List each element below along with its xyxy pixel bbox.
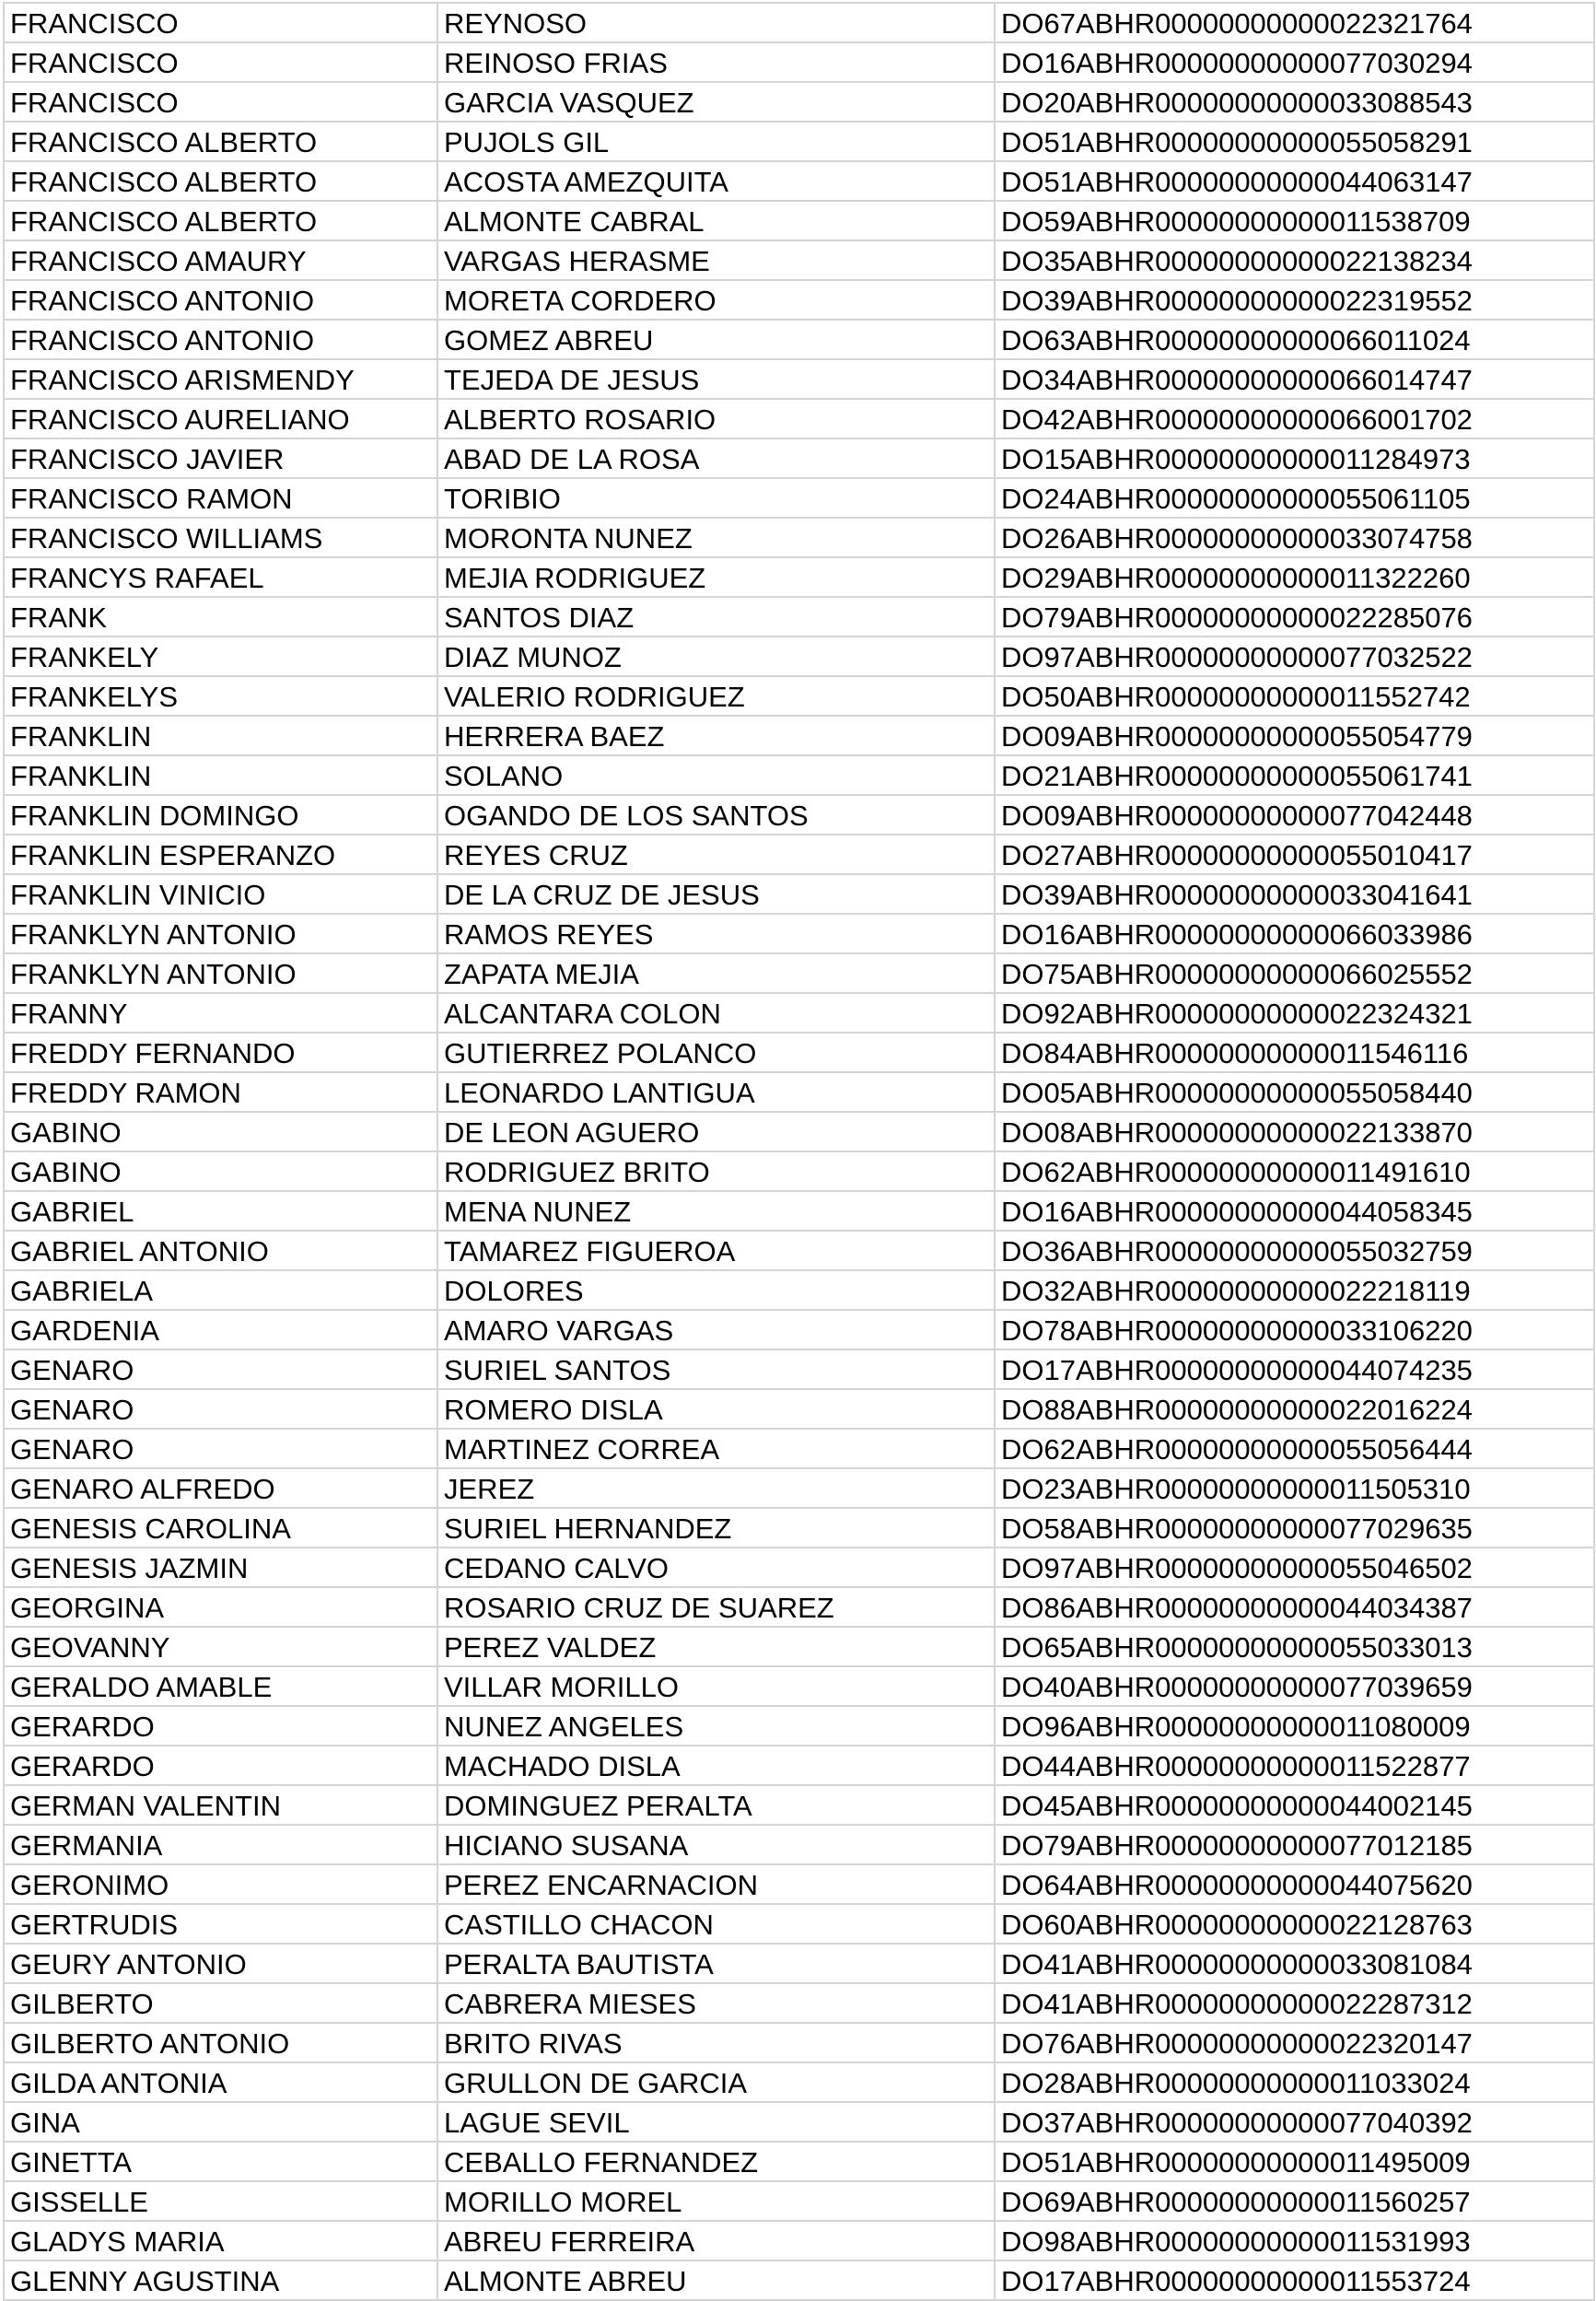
last-name-cell: GRULLON DE GARCIA (437, 2062, 995, 2102)
first-name-cell: GERARDO (4, 1706, 437, 1746)
last-name-cell: ALCANTARA COLON (437, 993, 995, 1033)
table-row (4, 795, 1594, 835)
table-row (4, 438, 1594, 478)
table-row (4, 557, 1594, 597)
table-row (4, 399, 1594, 438)
last-name-cell: RAMOS REYES (437, 914, 995, 953)
first-name-cell: GLADYS MARIA (4, 2221, 437, 2260)
first-name-cell: GINA (4, 2102, 437, 2142)
account-number-cell: DO09ABHR00000000000077042448 (995, 795, 1594, 835)
last-name-cell: OGANDO DE LOS SANTOS (437, 795, 995, 835)
first-name-cell: FRANCISCO AURELIANO (4, 399, 437, 438)
last-name-cell: DE LEON AGUERO (437, 1112, 995, 1151)
last-name-cell: CEBALLO FERNANDEZ (437, 2142, 995, 2181)
last-name-cell: SURIEL SANTOS (437, 1349, 995, 1389)
last-name-cell: LEONARDO LANTIGUA (437, 1072, 995, 1112)
last-name-cell: ABREU FERREIRA (437, 2221, 995, 2260)
first-name-cell: FRANCYS RAFAEL (4, 557, 437, 597)
table-row (4, 1587, 1594, 1627)
first-name-cell: FRANKLYN ANTONIO (4, 914, 437, 953)
first-name-cell: GILBERTO (4, 1983, 437, 2023)
account-number-cell: DO92ABHR00000000000022324321 (995, 993, 1594, 1033)
first-name-cell: GEURY ANTONIO (4, 1944, 437, 1983)
first-name-cell: GINETTA (4, 2142, 437, 2181)
last-name-cell: GOMEZ ABREU (437, 320, 995, 359)
last-name-cell: DIAZ MUNOZ (437, 637, 995, 676)
first-name-cell: GERMAN VALENTIN (4, 1785, 437, 1825)
table-row (4, 1548, 1594, 1587)
table-row (4, 2181, 1594, 2221)
account-number-cell: DO37ABHR00000000000077040392 (995, 2102, 1594, 2142)
table-row (4, 835, 1594, 874)
first-name-cell: GEORGINA (4, 1587, 437, 1627)
first-name-cell: FRANCISCO AMAURY (4, 240, 437, 280)
records-table-body (4, 3, 1594, 2300)
table-row (4, 1191, 1594, 1231)
last-name-cell: PUJOLS GIL (437, 122, 995, 161)
first-name-cell: GARDENIA (4, 1310, 437, 1349)
account-number-cell: DO32ABHR00000000000022218119 (995, 1270, 1594, 1310)
table-row (4, 597, 1594, 637)
account-number-cell: DO79ABHR00000000000022285076 (995, 597, 1594, 637)
table-row (4, 993, 1594, 1033)
first-name-cell: FRANCISCO RAMON (4, 478, 437, 518)
first-name-cell: FRANKLIN VINICIO (4, 874, 437, 914)
account-number-cell: DO36ABHR00000000000055032759 (995, 1231, 1594, 1270)
table-row (4, 1389, 1594, 1429)
last-name-cell: BRITO RIVAS (437, 2023, 995, 2062)
first-name-cell: GABRIELA (4, 1270, 437, 1310)
table-row (4, 201, 1594, 240)
last-name-cell: REYNOSO (437, 3, 995, 42)
last-name-cell: GUTIERREZ POLANCO (437, 1033, 995, 1072)
table-row (4, 914, 1594, 953)
account-number-cell: DO69ABHR00000000000011560257 (995, 2181, 1594, 2221)
first-name-cell: FRANK (4, 597, 437, 637)
first-name-cell: FRANCISCO WILLIAMS (4, 518, 437, 557)
table-row (4, 82, 1594, 122)
first-name-cell: FRANCISCO ALBERTO (4, 161, 437, 201)
account-number-cell: DO16ABHR00000000000066033986 (995, 914, 1594, 953)
first-name-cell: GENESIS CAROLINA (4, 1508, 437, 1548)
last-name-cell: HERRERA BAEZ (437, 716, 995, 755)
first-name-cell: GABRIEL ANTONIO (4, 1231, 437, 1270)
account-number-cell: DO41ABHR00000000000022287312 (995, 1983, 1594, 2023)
account-number-cell: DO98ABHR00000000000011531993 (995, 2221, 1594, 2260)
last-name-cell: JEREZ (437, 1468, 995, 1508)
table-row (4, 1864, 1594, 1904)
account-number-cell: DO35ABHR00000000000022138234 (995, 240, 1594, 280)
table-row (4, 755, 1594, 795)
table-row (4, 359, 1594, 399)
table-row (4, 1904, 1594, 1944)
last-name-cell: ZAPATA MEJIA (437, 953, 995, 993)
first-name-cell: GENARO (4, 1389, 437, 1429)
last-name-cell: PEREZ ENCARNACION (437, 1864, 995, 1904)
table-row (4, 874, 1594, 914)
account-number-cell: DO40ABHR00000000000077039659 (995, 1666, 1594, 1706)
last-name-cell: REYES CRUZ (437, 835, 995, 874)
account-number-cell: DO29ABHR00000000000011322260 (995, 557, 1594, 597)
last-name-cell: SURIEL HERNANDEZ (437, 1508, 995, 1548)
first-name-cell: FRANCISCO (4, 82, 437, 122)
account-number-cell: DO17ABHR00000000000011553724 (995, 2260, 1594, 2300)
first-name-cell: FRANKLIN (4, 716, 437, 755)
last-name-cell: ROSARIO CRUZ DE SUAREZ (437, 1587, 995, 1627)
first-name-cell: FRANCISCO ALBERTO (4, 122, 437, 161)
table-row (4, 1825, 1594, 1864)
table-row (4, 1072, 1594, 1112)
first-name-cell: GILDA ANTONIA (4, 2062, 437, 2102)
first-name-cell: FRANKELYS (4, 676, 437, 716)
table-row (4, 1112, 1594, 1151)
account-number-cell: DO15ABHR00000000000011284973 (995, 438, 1594, 478)
first-name-cell: GISSELLE (4, 2181, 437, 2221)
first-name-cell: FRANCISCO ARISMENDY (4, 359, 437, 399)
first-name-cell: FRANCISCO JAVIER (4, 438, 437, 478)
account-number-cell: DO67ABHR00000000000022321764 (995, 3, 1594, 42)
first-name-cell: GENARO (4, 1429, 437, 1468)
first-name-cell: FRANKLIN (4, 755, 437, 795)
last-name-cell: MORETA CORDERO (437, 280, 995, 320)
account-number-cell: DO51ABHR00000000000011495009 (995, 2142, 1594, 2181)
table-row (4, 1785, 1594, 1825)
account-number-cell: DO21ABHR00000000000055061741 (995, 755, 1594, 795)
first-name-cell: GEOVANNY (4, 1627, 437, 1666)
last-name-cell: AMARO VARGAS (437, 1310, 995, 1349)
first-name-cell: GERMANIA (4, 1825, 437, 1864)
table-row (4, 240, 1594, 280)
account-number-cell: DO97ABHR00000000000077032522 (995, 637, 1594, 676)
first-name-cell: GABINO (4, 1112, 437, 1151)
last-name-cell: PERALTA BAUTISTA (437, 1944, 995, 1983)
account-number-cell: DO17ABHR00000000000044074235 (995, 1349, 1594, 1389)
account-number-cell: DO63ABHR00000000000066011024 (995, 320, 1594, 359)
table-row (4, 2260, 1594, 2300)
first-name-cell: GILBERTO ANTONIO (4, 2023, 437, 2062)
account-number-cell: DO76ABHR00000000000022320147 (995, 2023, 1594, 2062)
first-name-cell: GENESIS JAZMIN (4, 1548, 437, 1587)
table-row (4, 1349, 1594, 1389)
first-name-cell: GABRIEL (4, 1191, 437, 1231)
account-number-cell: DO34ABHR00000000000066014747 (995, 359, 1594, 399)
first-name-cell: GERONIMO (4, 1864, 437, 1904)
last-name-cell: TAMAREZ FIGUEROA (437, 1231, 995, 1270)
first-name-cell: GENARO (4, 1349, 437, 1389)
last-name-cell: CABRERA MIESES (437, 1983, 995, 2023)
table-row (4, 1666, 1594, 1706)
table-row (4, 3, 1594, 42)
records-table (3, 2, 1595, 2301)
first-name-cell: FRANNY (4, 993, 437, 1033)
account-number-cell: DO64ABHR00000000000044075620 (995, 1864, 1594, 1904)
first-name-cell: FREDDY FERNANDO (4, 1033, 437, 1072)
account-number-cell: DO51ABHR00000000000044063147 (995, 161, 1594, 201)
table-row (4, 1746, 1594, 1785)
table-row (4, 1468, 1594, 1508)
last-name-cell: TORIBIO (437, 478, 995, 518)
account-number-cell: DO59ABHR00000000000011538709 (995, 201, 1594, 240)
table-row (4, 1270, 1594, 1310)
account-number-cell: DO05ABHR00000000000055058440 (995, 1072, 1594, 1112)
first-name-cell: GERTRUDIS (4, 1904, 437, 1944)
table-row (4, 1627, 1594, 1666)
last-name-cell: DE LA CRUZ DE JESUS (437, 874, 995, 914)
account-number-cell: DO51ABHR00000000000055058291 (995, 122, 1594, 161)
last-name-cell: PEREZ VALDEZ (437, 1627, 995, 1666)
account-number-cell: DO79ABHR00000000000077012185 (995, 1825, 1594, 1864)
account-number-cell: DO62ABHR00000000000011491610 (995, 1151, 1594, 1191)
last-name-cell: VILLAR MORILLO (437, 1666, 995, 1706)
account-number-cell: DO09ABHR00000000000055054779 (995, 716, 1594, 755)
last-name-cell: MORONTA NUNEZ (437, 518, 995, 557)
last-name-cell: ROMERO DISLA (437, 1389, 995, 1429)
account-number-cell: DO60ABHR00000000000022128763 (995, 1904, 1594, 1944)
last-name-cell: HICIANO SUSANA (437, 1825, 995, 1864)
table-row (4, 2062, 1594, 2102)
last-name-cell: VARGAS HERASME (437, 240, 995, 280)
first-name-cell: GABINO (4, 1151, 437, 1191)
first-name-cell: FRANKELY (4, 637, 437, 676)
table-row (4, 1033, 1594, 1072)
account-number-cell: DO96ABHR00000000000011080009 (995, 1706, 1594, 1746)
table-row (4, 1508, 1594, 1548)
first-name-cell: FRANCISCO (4, 42, 437, 82)
account-number-cell: DO24ABHR00000000000055061105 (995, 478, 1594, 518)
last-name-cell: CASTILLO CHACON (437, 1904, 995, 1944)
last-name-cell: LAGUE SEVIL (437, 2102, 995, 2142)
first-name-cell: FRANKLIN ESPERANZO (4, 835, 437, 874)
last-name-cell: ALBERTO ROSARIO (437, 399, 995, 438)
last-name-cell: MENA NUNEZ (437, 1191, 995, 1231)
table-row (4, 42, 1594, 82)
last-name-cell: MARTINEZ CORREA (437, 1429, 995, 1468)
account-number-cell: DO88ABHR00000000000022016224 (995, 1389, 1594, 1429)
first-name-cell: FRANCISCO ANTONIO (4, 280, 437, 320)
account-number-cell: DO97ABHR00000000000055046502 (995, 1548, 1594, 1587)
account-number-cell: DO50ABHR00000000000011552742 (995, 676, 1594, 716)
account-number-cell: DO08ABHR00000000000022133870 (995, 1112, 1594, 1151)
first-name-cell: GERALDO AMABLE (4, 1666, 437, 1706)
table-row (4, 2102, 1594, 2142)
last-name-cell: SOLANO (437, 755, 995, 795)
last-name-cell: RODRIGUEZ BRITO (437, 1151, 995, 1191)
last-name-cell: ACOSTA AMEZQUITA (437, 161, 995, 201)
table-row (4, 1944, 1594, 1983)
account-number-cell: DO41ABHR00000000000033081084 (995, 1944, 1594, 1983)
table-row (4, 122, 1594, 161)
last-name-cell: REINOSO FRIAS (437, 42, 995, 82)
last-name-cell: CEDANO CALVO (437, 1548, 995, 1587)
account-number-cell: DO78ABHR00000000000033106220 (995, 1310, 1594, 1349)
table-row (4, 2142, 1594, 2181)
first-name-cell: FRANCISCO ALBERTO (4, 201, 437, 240)
account-number-cell: DO58ABHR00000000000077029635 (995, 1508, 1594, 1548)
table-row (4, 676, 1594, 716)
table-row (4, 478, 1594, 518)
last-name-cell: VALERIO RODRIGUEZ (437, 676, 995, 716)
last-name-cell: ABAD DE LA ROSA (437, 438, 995, 478)
account-number-cell: DO39ABHR00000000000033041641 (995, 874, 1594, 914)
account-number-cell: DO84ABHR00000000000011546116 (995, 1033, 1594, 1072)
first-name-cell: FRANKLYN ANTONIO (4, 953, 437, 993)
table-row (4, 637, 1594, 676)
account-number-cell: DO20ABHR00000000000033088543 (995, 82, 1594, 122)
account-number-cell: DO27ABHR00000000000055010417 (995, 835, 1594, 874)
last-name-cell: ALMONTE CABRAL (437, 201, 995, 240)
account-number-cell: DO65ABHR00000000000055033013 (995, 1627, 1594, 1666)
last-name-cell: GARCIA VASQUEZ (437, 82, 995, 122)
table-row (4, 953, 1594, 993)
table-row (4, 716, 1594, 755)
account-number-cell: DO26ABHR00000000000033074758 (995, 518, 1594, 557)
account-number-cell: DO86ABHR00000000000044034387 (995, 1587, 1594, 1627)
account-number-cell: DO16ABHR00000000000077030294 (995, 42, 1594, 82)
account-number-cell: DO62ABHR00000000000055056444 (995, 1429, 1594, 1468)
first-name-cell: GENARO ALFREDO (4, 1468, 437, 1508)
last-name-cell: MEJIA RODRIGUEZ (437, 557, 995, 597)
last-name-cell: NUNEZ ANGELES (437, 1706, 995, 1746)
account-number-cell: DO45ABHR00000000000044002145 (995, 1785, 1594, 1825)
table-row (4, 518, 1594, 557)
account-number-cell: DO16ABHR00000000000044058345 (995, 1191, 1594, 1231)
table-row (4, 280, 1594, 320)
account-number-cell: DO75ABHR00000000000066025552 (995, 953, 1594, 993)
first-name-cell: FRANCISCO (4, 3, 437, 42)
account-number-cell: DO39ABHR00000000000022319552 (995, 280, 1594, 320)
table-row (4, 161, 1594, 201)
account-number-cell: DO44ABHR00000000000011522877 (995, 1746, 1594, 1785)
account-number-cell: DO23ABHR00000000000011505310 (995, 1468, 1594, 1508)
table-row (4, 1151, 1594, 1191)
last-name-cell: SANTOS DIAZ (437, 597, 995, 637)
first-name-cell: FREDDY RAMON (4, 1072, 437, 1112)
table-row (4, 1706, 1594, 1746)
table-row (4, 1231, 1594, 1270)
table-row (4, 2221, 1594, 2260)
first-name-cell: GLENNY AGUSTINA (4, 2260, 437, 2300)
first-name-cell: FRANKLIN DOMINGO (4, 795, 437, 835)
table-row (4, 320, 1594, 359)
last-name-cell: DOMINGUEZ PERALTA (437, 1785, 995, 1825)
account-number-cell: DO28ABHR00000000000011033024 (995, 2062, 1594, 2102)
first-name-cell: FRANCISCO ANTONIO (4, 320, 437, 359)
table-row (4, 2023, 1594, 2062)
last-name-cell: MACHADO DISLA (437, 1746, 995, 1785)
last-name-cell: DOLORES (437, 1270, 995, 1310)
table-row (4, 1429, 1594, 1468)
table-row (4, 1310, 1594, 1349)
account-number-cell: DO42ABHR00000000000066001702 (995, 399, 1594, 438)
last-name-cell: ALMONTE ABREU (437, 2260, 995, 2300)
first-name-cell: GERARDO (4, 1746, 437, 1785)
last-name-cell: TEJEDA DE JESUS (437, 359, 995, 399)
table-row (4, 1983, 1594, 2023)
last-name-cell: MORILLO MOREL (437, 2181, 995, 2221)
